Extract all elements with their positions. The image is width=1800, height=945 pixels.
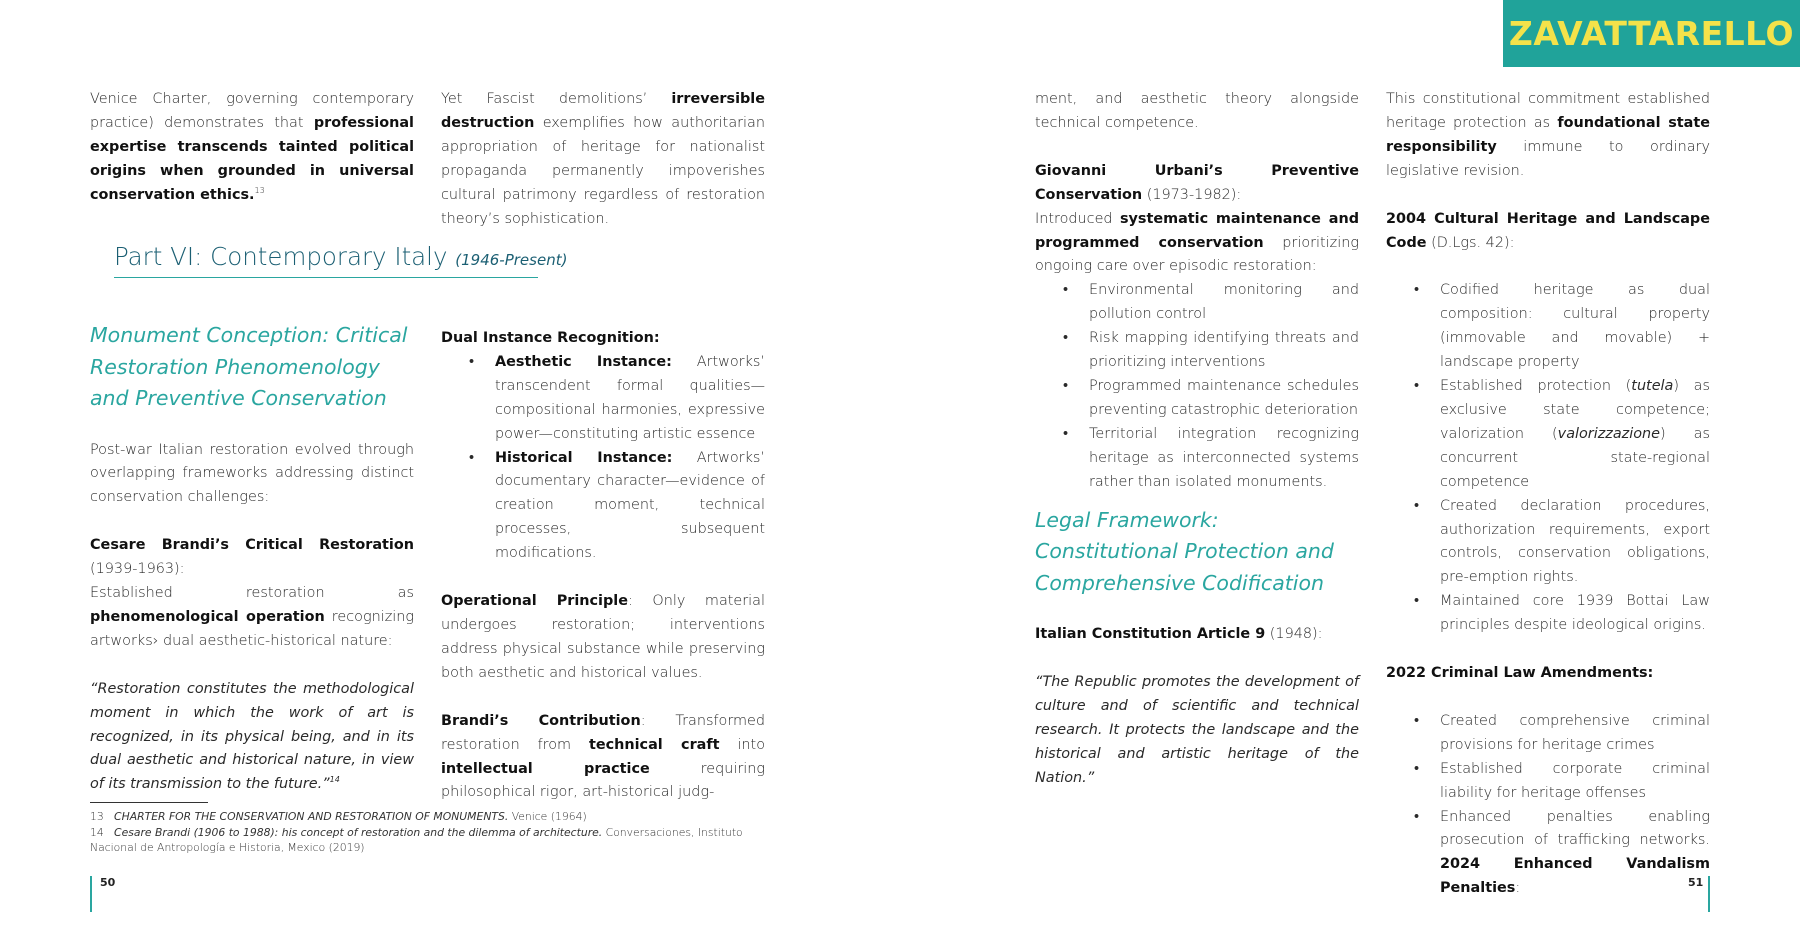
left-col-1 — [90, 88, 414, 232]
paragraph: Operational Principle: Only material undergoes restoration; interventions address physical substance while preserving both aesthetic and historical values. — [441, 593, 765, 681]
paragraph: ment, and aesthetic theory alongside technical competence. — [1035, 91, 1359, 131]
page-number: 50 — [100, 876, 116, 889]
list-item: • Risk mapping identifying threats and prioritizing interventions — [1035, 327, 1359, 375]
paragraph: 2004 Cultural Heritage and Landscape Code (D.Lgs. 42): — [1386, 210, 1710, 251]
footnotes — [90, 809, 780, 856]
list-item: • Created declaration procedures, authorization requirements, export controls, conservation obligations, pre-emption rights. — [1386, 495, 1710, 591]
criminal-list — [1386, 710, 1710, 901]
quote: “The Republic promotes the development of culture and of scientific and technical research. It protects the landscape and the historical and artistic heritage of the Nation.” — [1035, 673, 1359, 786]
page-marker-bar — [1708, 876, 1710, 912]
list-item: • Codified heritage as dual composition: cultural property (immovable and movable) + landscape property — [1386, 279, 1710, 375]
list-item: • Programmed maintenance schedules preventing catastrophic deterioration — [1035, 375, 1359, 423]
left-col-2-lower — [441, 327, 765, 829]
list-item: • Established corporate criminal liability for heritage offenses — [1386, 758, 1710, 806]
brand-banner: ZAVATTARELLO — [1503, 0, 1800, 67]
paragraph: This constitutional commitment established heritage protection as foundational state responsibility immune to ordinary legislative revision. — [1386, 91, 1710, 179]
paragraph: Cesare Brandi’s Critical Restoration (1939-1963): Established restoration as phenomenological operation recognizing artworks› dual aesthetic-historical nature: — [90, 537, 415, 649]
list-item: • Aesthetic Instance: Artworks’ transcendent formal qualities—compositional harmonies, expressive power—constituting artistic essence — [441, 351, 765, 447]
part-title: Part VI: Contemporary Italy (1946-Present) — [114, 242, 538, 278]
right-col-2 — [1386, 88, 1710, 925]
urbani-list — [1035, 279, 1359, 494]
subheading: Dual Instance Recognition: — [441, 330, 660, 346]
list-item: • Territorial integration recognizing heritage as interconnected systems rather than isolated monuments. — [1035, 423, 1359, 495]
list-item: • Created comprehensive criminal provisions for heritage crimes — [1386, 710, 1710, 758]
section-heading: Legal Framework: Constitutional Protection and Comprehensive Codification — [1035, 507, 1334, 595]
footnote: 14 Cesare Brandi (1906 to 1988): his concept of restoration and the dilemma of architecture. Conversaciones, Instituto Nacional de Antropología e Historia, Mexico (2019) — [90, 825, 743, 854]
page-marker-bar — [90, 876, 92, 912]
footnote-rule — [90, 802, 208, 803]
paragraph: Venice Charter, governing contemporary practice) demonstrates that professional expertise transcends tainted political origins when grounded in universal conservation ethics.$^{13}$ — [90, 91, 414, 203]
list-item: • Historical Instance: Artworks’ documentary character—evidence of creation moment, technical processes, subsequent modifications. — [441, 447, 765, 567]
paragraph: Giovanni Urbani’s Preventive Conservation (1973-1982): Introduced systematic maintenance and programmed conservation prioritizing ongoing care over episodic restoration: — [1035, 162, 1359, 275]
footnote: 13 CHARTER FOR THE CONSERVATION AND RESTORATION OF MONUMENTS. Venice (1964) — [90, 810, 587, 823]
section-heading: Monument Conception: Critical Restoration Phenomenology and Preventive Conservation — [90, 323, 408, 410]
paragraph: Italian Constitution Article 9 (1948): — [1035, 626, 1323, 642]
subheading: 2022 Criminal Law Amendments: — [1386, 665, 1654, 682]
list-item: • Maintained core 1939 Bottai Law principles despite ideological origins. — [1386, 590, 1710, 638]
left-col-1-lower — [90, 320, 414, 821]
list-item: • Environmental monitoring and pollution control — [1035, 279, 1359, 327]
code-list — [1386, 279, 1710, 638]
page-number: 51 — [1688, 876, 1704, 889]
paragraph: Brandi’s Contribution: Transformed restoration from technical craft into intellectual practice requiring philosophical rigor, art-historical judg- — [441, 712, 765, 801]
quote: “Restoration constitutes the methodological moment in which the work of art is recognized, in its physical being, and in its dual aesthetic and historical nature, in view of its transmission to the future.”$^{14}$ — [90, 680, 414, 793]
list-item: • Enhanced penalties enabling prosecution of trafficking networks. 2024 Enhanced Vandalism Penalties: — [1386, 806, 1710, 902]
list-item: • Established protection (tutela) as exclusive state competence; valorization (valorizzazione) as concurrent state-regional competence — [1386, 375, 1710, 495]
paragraph: Post-war Italian restoration evolved through overlapping frameworks addressing distinct conservation challenges: — [90, 441, 414, 506]
paragraph: Yet Fascist demolitions’ irreversible destruction exemplifies how authoritarian appropriation of heritage for nationalist propaganda permanently impoverishes cultural patrimony regardless of restoration theory’s sophistication. — [441, 91, 765, 227]
right-col-1 — [1035, 88, 1359, 814]
left-col-2-top — [441, 88, 765, 255]
dual-instance-list — [441, 351, 765, 566]
